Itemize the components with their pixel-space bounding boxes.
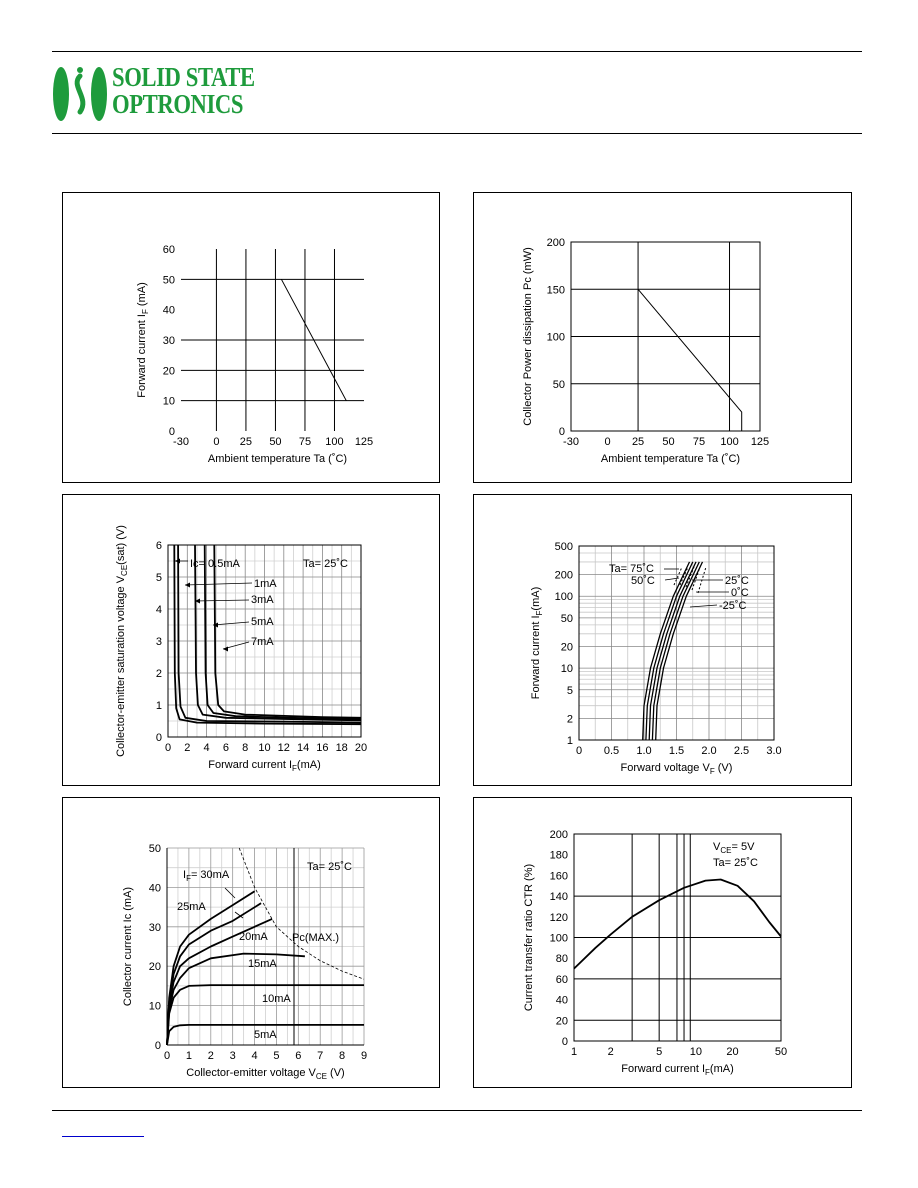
- company-name: [112, 64, 255, 118]
- chart-panel-ctr: [473, 797, 852, 1088]
- x-tick-label: 5: [656, 1046, 663, 1058]
- footer-rule: [52, 1110, 862, 1111]
- y-tick-label: 180: [549, 849, 568, 862]
- series-line-4: [205, 545, 361, 719]
- y-tick-label: 50: [560, 612, 573, 625]
- y-tick-label: 10: [560, 663, 573, 676]
- x-tick-label: 1: [185, 1050, 192, 1062]
- x-axis-label: Collector-emitter voltage $V_{CE}$ (V): [186, 1067, 345, 1081]
- series-label: Ta= 75˚C: [609, 563, 654, 575]
- series-label: 3mA: [251, 594, 274, 606]
- y-tick-label: 5: [566, 684, 573, 697]
- y-axis-label: Forward current $I_F(mA)$: [530, 586, 544, 700]
- y-tick-label: 40: [555, 994, 568, 1007]
- series-label: 5mA: [254, 1029, 277, 1041]
- x-tick-label: 20: [354, 742, 368, 754]
- x-tick-label: 75: [298, 436, 312, 448]
- y-tick-label: 10: [148, 1000, 161, 1013]
- chart-panel-saturation-voltage: [62, 494, 440, 786]
- chart-panel-forward-current-derating: [62, 192, 440, 483]
- y-tick-label: 30: [162, 335, 175, 347]
- y-tick-label: 200: [549, 829, 568, 841]
- series-label: 15mA: [248, 958, 277, 970]
- y-tick-label: 3: [155, 636, 162, 648]
- x-tick-label: 8: [242, 742, 249, 754]
- y-tick-label: 6: [155, 540, 162, 552]
- y-axis-label: Collector current Ic (mA): [122, 886, 134, 1007]
- y-tick-label: 50: [552, 378, 565, 391]
- y-tick-label: 0: [154, 1040, 161, 1052]
- y-tick-label: 60: [555, 973, 568, 986]
- y-tick-label: 150: [546, 284, 565, 297]
- company-logo: [52, 64, 282, 124]
- company-line-2: OPTRONICS: [112, 89, 244, 119]
- x-tick-label: 4: [203, 742, 210, 754]
- y-tick-label: 80: [555, 953, 568, 966]
- y-tick-label: 200: [554, 569, 573, 582]
- x-tick-label: 25: [239, 436, 253, 448]
- y-tick-label: 40: [162, 304, 175, 317]
- x-tick-label: -30: [563, 436, 579, 448]
- x-tick-label: -30: [173, 436, 189, 448]
- x-tick-label: 0: [575, 745, 583, 757]
- extension-line: [674, 567, 682, 585]
- x-tick-label: 8: [339, 1050, 346, 1062]
- x-tick-label: 0: [604, 436, 611, 448]
- x-tick-label: 6: [222, 742, 229, 754]
- series-label: 50˚C: [631, 575, 655, 587]
- footer-link-underline[interactable]: [62, 1136, 144, 1137]
- y-tick-label: 1: [155, 700, 162, 712]
- y-tick-label: 200: [546, 237, 565, 249]
- y-tick-label: 50: [148, 843, 161, 855]
- series-line-5: [214, 545, 361, 718]
- condition-ta: Ta= 25˚C: [713, 857, 758, 869]
- y-tick-label: 2: [155, 668, 162, 680]
- series-label: 20mA: [239, 931, 268, 943]
- x-tick-label: 0: [164, 742, 172, 754]
- x-tick-label: 0: [213, 436, 220, 448]
- series-line-1: [574, 880, 781, 969]
- series-label: Ic= 0.5mA: [190, 558, 240, 570]
- x-tick-label: 20: [726, 1046, 739, 1058]
- x-axis-label: Ambient temperature Ta (˚C): [207, 453, 348, 465]
- pc-max-label: Pc(MAX.): [292, 932, 340, 944]
- series-pointer: [213, 622, 249, 625]
- condition-label: Ta= 25˚C: [303, 558, 348, 570]
- x-tick-label: 50: [774, 1046, 788, 1058]
- y-tick-label: 100: [554, 591, 573, 604]
- chart-panel-power-dissipation: [473, 192, 852, 483]
- y-tick-label: 20: [148, 961, 161, 974]
- condition-vce: $V_{CE}= 5V$: [713, 841, 755, 855]
- x-tick-label: 100: [720, 436, 739, 448]
- x-tick-label: 50: [662, 436, 675, 448]
- x-axis-label: Forward current $I_F(mA)$: [208, 759, 321, 773]
- series-line-1: [174, 545, 361, 724]
- series-pointer: [665, 578, 679, 580]
- x-axis-label: Ambient temperature Ta (˚C): [600, 453, 741, 465]
- y-tick-label: 4: [155, 604, 162, 616]
- chart-collector-current-vs-vce: [63, 798, 441, 1089]
- chart-ctr-vs-forward-current: [474, 798, 853, 1089]
- x-axis-label: Forward voltage $V_F$ (V): [620, 762, 733, 776]
- series-label: 1mA: [254, 578, 277, 590]
- y-tick-label: 1: [566, 735, 573, 747]
- y-tick-label: 140: [549, 891, 568, 904]
- x-tick-label: 12: [277, 742, 290, 754]
- series-label: 7mA: [251, 636, 274, 648]
- x-tick-label: 125: [750, 436, 770, 448]
- logo-mark-icon: [52, 64, 108, 124]
- y-tick-label: 160: [549, 870, 568, 883]
- x-tick-label: 9: [360, 1050, 368, 1062]
- y-tick-label: 5: [155, 572, 162, 584]
- x-tick-label: 10: [258, 742, 271, 754]
- y-tick-label: 20: [555, 1015, 568, 1028]
- series-pointer: [225, 888, 235, 898]
- series-label: 0˚C: [731, 587, 749, 599]
- y-tick-label: 120: [549, 911, 568, 924]
- y-tick-label: 0: [558, 426, 565, 438]
- x-tick-label: 2.5: [733, 745, 750, 757]
- series-label: 5mA: [251, 616, 274, 628]
- y-tick-label: 60: [162, 244, 175, 256]
- y-axis-label: Forward current $I_F$ (mA): [136, 282, 150, 398]
- x-tick-label: 50: [269, 436, 282, 448]
- series-label: -25˚C: [719, 600, 747, 612]
- series-line-1: [638, 289, 742, 431]
- x-tick-label: 7: [317, 1050, 324, 1062]
- y-axis-label: Current transfer ratio CTR (%): [523, 863, 535, 1012]
- x-tick-label: 25: [631, 436, 645, 448]
- x-tick-label: 18: [335, 742, 348, 754]
- extension-line: [692, 567, 700, 590]
- series-label: 25˚C: [725, 575, 749, 587]
- series-line-3: [195, 545, 361, 720]
- x-tick-label: 125: [354, 436, 374, 448]
- y-tick-label: 2: [566, 713, 573, 726]
- chart-forward-current-vs-forward-voltage: [474, 495, 853, 787]
- series-pointer: [195, 600, 249, 601]
- chart-panel-forward-voltage: [473, 494, 852, 786]
- y-tick-label: 20: [162, 365, 175, 378]
- x-tick-label: 6: [295, 1050, 302, 1062]
- header-bottom-rule: [52, 133, 862, 134]
- condition-label: Ta= 25˚C: [307, 861, 352, 873]
- series-line-5: [656, 562, 703, 740]
- x-tick-label: 2: [607, 1046, 614, 1058]
- grid: [571, 242, 760, 431]
- x-tick-label: 1.5: [668, 745, 685, 757]
- x-tick-label: 16: [316, 742, 329, 754]
- y-tick-label: 100: [546, 331, 565, 344]
- x-tick-label: 2: [184, 742, 191, 754]
- y-tick-label: 20: [560, 641, 573, 654]
- x-axis-label: Forward current $I_F(mA)$: [621, 1063, 734, 1077]
- chart-forward-current-vs-temperature: [63, 193, 441, 484]
- chart-panel-collector-current: [62, 797, 440, 1088]
- x-tick-label: 5: [273, 1050, 280, 1062]
- y-tick-label: 100: [549, 932, 568, 945]
- x-tick-label: 100: [325, 436, 344, 448]
- y-tick-label: 50: [162, 274, 175, 287]
- chart-power-dissipation-vs-temperature: [474, 193, 853, 484]
- y-axis-label: Collector-emitter saturation voltage $V_{CE}(sat)$ (V): [115, 525, 129, 757]
- chart-saturation-voltage-vs-forward-current: [63, 495, 441, 787]
- series-label: $I_F= 30mA$: [183, 869, 230, 883]
- y-tick-label: 10: [162, 395, 175, 408]
- series-pointer: [690, 605, 717, 607]
- series-label: 10mA: [262, 993, 291, 1005]
- x-tick-label: 2.0: [701, 745, 717, 757]
- y-tick-label: 30: [148, 921, 161, 934]
- x-tick-label: 10: [689, 1046, 702, 1058]
- y-tick-label: 0: [168, 426, 175, 438]
- y-tick-label: 40: [148, 882, 161, 895]
- series-line-2: [167, 903, 261, 1045]
- x-tick-label: 1.0: [636, 745, 652, 757]
- header-top-rule: [52, 51, 862, 52]
- x-tick-label: 2: [207, 1050, 214, 1062]
- y-tick-label: 0: [155, 732, 162, 744]
- x-tick-label: 1: [570, 1046, 578, 1058]
- x-tick-label: 75: [692, 436, 706, 448]
- series-label: 25mA: [177, 901, 206, 913]
- x-tick-label: 0.5: [603, 745, 620, 757]
- x-tick-label: 14: [296, 742, 310, 754]
- y-tick-label: 500: [554, 541, 573, 553]
- company-line-1: SOLID STATE: [112, 62, 255, 92]
- y-axis-label: Collector Power dissipation Pc (mW): [522, 247, 534, 426]
- y-tick-label: 0: [561, 1036, 568, 1048]
- x-tick-label: 4: [251, 1050, 258, 1062]
- x-tick-label: 0: [163, 1050, 171, 1062]
- x-tick-label: 3: [229, 1050, 236, 1062]
- x-tick-label: 3.0: [766, 745, 782, 757]
- grid: [181, 249, 364, 431]
